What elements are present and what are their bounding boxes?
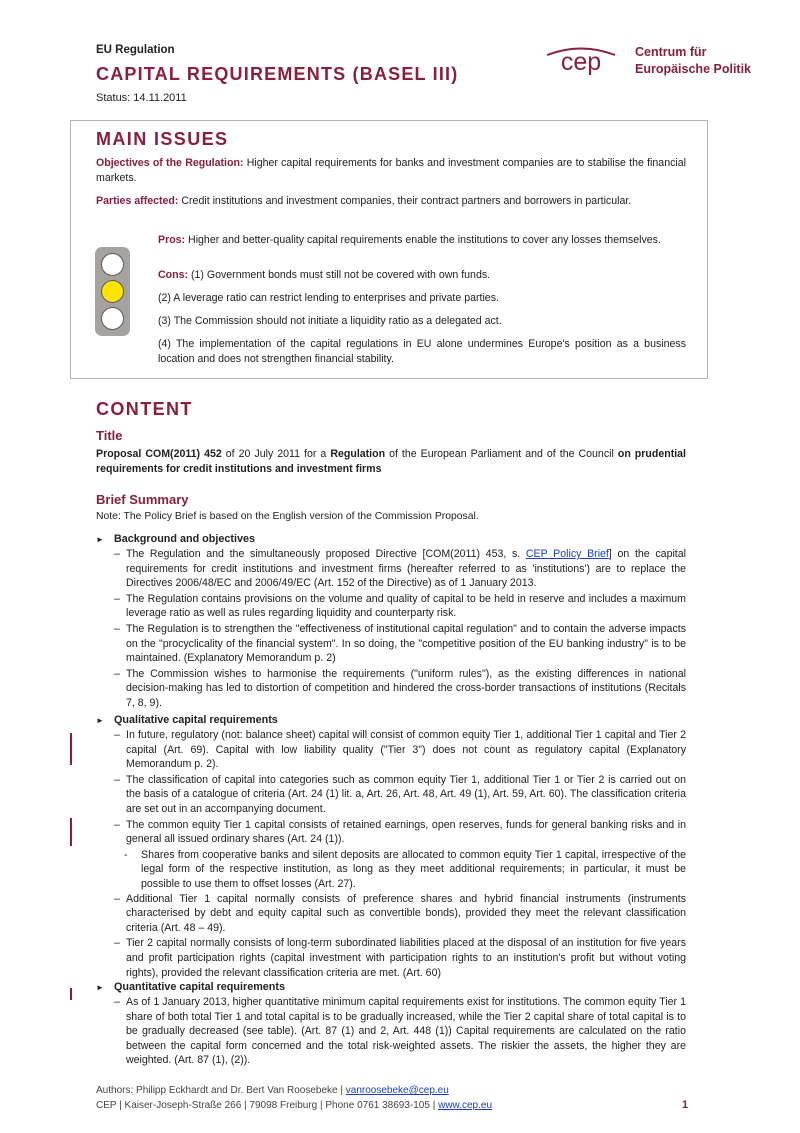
list-item: – The Regulation and the simultaneously proposed Directive [COM(2011) 453, s. CEP Policy Brief] on the capital requirements for credit institutions and investment firms (hereafter referred to as 'institutions') are to replace the Directives 2006/48/EC and 2006/49/EC (Art. 152 of the Directive) as of 1 January 2013. <box>114 547 686 590</box>
quantitative-item-1-text: As of 1 January 2013, higher quantitative minimum capital requirements exist for institutions. The common equity Tier 1 share of both total Tier 1 and total capital is to be gradually increased, while the Tier 2 capital share of total capital is to be gradually decreased (see table). (Art. 87 (1) and 2, Art. 448 (1)) Capital requirements are calculated on the ratio between the capital form concerned and the total risk-weighted assets. The riskier the assets, the higher they are weighted. (Art. 87 (1), (2)). <box>126 995 686 1067</box>
cons-paragraph-3: (3) The Commission should not initiate a liquidity ratio as a delegated act. <box>158 315 502 327</box>
proposal-text-1: of 20 July 2011 for a <box>221 448 331 460</box>
list-subitem: - Shares from cooperative banks and silent deposits are allocated to common equity Tier 1 capital, irrespective of the legal form of the respective institution, as long as they meet additional requirements; in particular, it must be possible to use them to offset losses (Art. 27). <box>124 848 686 890</box>
qualitative-item-1-text: In future, regulatory (not: balance sheet) capital will consist of common equity Tier 1, additional Tier 1 capital and Tier 2 capital (Art. 69). Capital with low liability quality ("Tier 3") does not count as regulatory capital (Explanatory Memorandum p. 2). <box>126 728 686 771</box>
page-number: 1 <box>682 1099 689 1111</box>
list-item: – Additional Tier 1 capital normally consists of preference shares and hybrid financial instruments (instruments characterised by debt and equity capital such as convertible bonds), provided they meet the relevant classification criteria (Art. 48 – 49). <box>114 892 686 934</box>
list-item: – The Regulation is to strengthen the "effectiveness of institutional capital regulation" and to contain the adverse impacts on the "procyclicality of the financial system". In so doing, the "competitive position of the EU banking industry" is to be maintained. (Explanatory Memorandum p. 2) <box>114 622 686 665</box>
main-issues-heading: MAIN ISSUES <box>96 129 229 149</box>
proposal-reference: Proposal COM(2011) 452 <box>96 448 222 460</box>
background-item-3-text: The Regulation is to strengthen the "effectiveness of institutional capital regulation" and to contain the adverse impacts on the "procyclicality of the financial system". In so doing, the "competitive position of the EU banking industry" is to be maintained. (Explanatory Memorandum p. 2) <box>126 622 686 665</box>
cons-paragraph-1 <box>158 268 686 283</box>
title-heading: Title <box>96 428 123 443</box>
organisation-name-line1: Centrum für <box>635 45 707 59</box>
objectives-label: Objectives of the Regulation: <box>96 157 244 169</box>
summary-note: Note: The Policy Brief is based on the English version of the Commission Proposal. <box>96 511 479 522</box>
document-status: Status: 14.11.2011 <box>96 92 187 104</box>
objectives-text: Higher capital requirements for banks and investment companies are to stabilise the financial markets. <box>96 157 686 184</box>
qualitative-item-5-text: Tier 2 capital normally consists of long-term subordinated liabilities placed at the disposal of an institution for five years and profit participation rights (capital investment with participation rights to an institution's profit but without voting rights), provided the relevant classification criteria are met. (Art. 60) <box>126 937 686 979</box>
parties-text: Credit institutions and investment companies, their contract partners and borrowers in particular. <box>178 195 632 207</box>
brief-summary-heading: Brief Summary <box>96 492 189 507</box>
bullet-triangle-icon: ► <box>96 983 104 992</box>
cep-policy-brief-link[interactable]: CEP Policy Brief <box>525 547 609 560</box>
proposal-text-2: of the European Parliament and of the Council <box>385 448 618 460</box>
proposal-type: Regulation <box>330 448 386 460</box>
pros-label: Pros: <box>158 234 186 246</box>
cons-paragraph-2: (2) A leverage ratio can restrict lending to enterprises and private parties. <box>158 292 499 304</box>
background-item-2-text: The Regulation contains provisions on the volume and quality of capital to be held in reserve and includes a maximum leverage ratio as well as rules regarding liquidity and counterparty risk. <box>126 592 686 620</box>
background-item-1-text-a: The Regulation and the simultaneously proposed Directive [COM(2011) 453, s. <box>126 547 526 560</box>
revision-marker <box>70 818 72 846</box>
footer-authors-text: Authors: Philipp Eckhardt and Dr. Bert Van Roosebeke | <box>96 1085 346 1096</box>
parties-label: Parties affected: <box>96 195 179 207</box>
author-email-link[interactable]: vanroosebeke@cep.eu <box>345 1085 449 1096</box>
list-item: – The Regulation contains provisions on the volume and quality of capital to be held in reserve and includes a maximum leverage ratio as well as rules regarding liquidity and counterparty risk. <box>114 592 686 620</box>
qualitative-item-3-text: The common equity Tier 1 capital consists of retained earnings, open reserves, funds for general banking risks and in general all issued ordinary shares (Art. 24 (1)). <box>126 818 686 846</box>
bullet-triangle-icon: ► <box>96 716 104 725</box>
background-item-4-text: The Commission wishes to harmonise the requirements ("uniform rules"), as the existing differences in national decision-making has led to distortion of competition and hindered the cross-border transactions of institutions (Recitals 7, 8, 9). <box>126 667 686 709</box>
quantitative-section <box>96 980 686 1069</box>
background-heading <box>96 532 686 547</box>
revision-marker <box>70 733 72 765</box>
proposal-subject: on prudential requirements for credit institutions and investment firms <box>96 448 686 475</box>
list-item: – In future, regulatory (not: balance sheet) capital will consist of common equity Tier 1, additional Tier 1 capital and Tier 2 capital (Art. 69). Capital with low liability quality ("Tier 3") does not count as regulatory capital (Explanatory Memorandum p. 2). <box>114 728 686 771</box>
organisation-name-line2: Europäische Politik <box>635 61 752 76</box>
background-item-1-text-b: ] on the capital requirements for credit institutions and investment firms (hereafter referred to as 'institutions') are to replace the Directives 2006/48/EC and 2006/49/EC (Art. 152 of the Directive) as of 1 January 2013. <box>126 547 686 590</box>
cons-label: Cons: <box>158 269 189 281</box>
quantitative-heading <box>96 980 686 995</box>
background-heading-text: Background and objectives <box>114 533 255 545</box>
background-section <box>96 532 686 712</box>
list-item: – Tier 2 capital normally consists of long-term subordinated liabilities placed at the disposal of an institution for five years and profit participation rights (capital investment with participation rights to an institution's profit but without voting rights), provided the relevant classification criteria are met. (Art. 60) <box>114 937 686 979</box>
document-kicker: EU Regulation <box>96 44 175 56</box>
logo-text: cep <box>560 48 602 76</box>
qualitative-section <box>96 713 686 981</box>
pros-paragraph <box>158 233 686 248</box>
website-link[interactable]: www.cep.eu <box>438 1100 493 1111</box>
list-item: – The classification of capital into categories such as common equity Tier 1, additional Tier 1 or Tier 2 is carried out on the basis of a catalogue of criteria (Art. 24 (1) lit. a, Art. 26, Art. 48, Art. 49 (1), Art. 59, Art. 60). The classification criteria are set out in an accompanying document. <box>114 773 686 815</box>
qualitative-item-4-text: Additional Tier 1 capital normally consists of preference shares and hybrid financial instruments (instruments characterised by debt and equity capital such as convertible bonds), provided they meet the relevant classification criteria (Art. 48 – 49). <box>126 892 686 934</box>
traffic-light-icon <box>95 247 130 336</box>
qualitative-heading-text: Qualitative capital requirements <box>114 714 278 726</box>
qualitative-item-2-text: The classification of capital into categories such as common equity Tier 1, additional Tier 1 or Tier 2 is carried out on the basis of a catalogue of criteria (Art. 24 (1) lit. a, Art. 26, Art. 48, Art. 49 (1), Art. 59, Art. 60). The classification criteria are set out in an accompanying document. <box>126 773 686 815</box>
list-item: – The Commission wishes to harmonise the requirements ("uniform rules"), as the existing differences in national decision-making has led to distortion of competition and hindered the cross-border transactions of institutions (Recitals 7, 8, 9). <box>114 667 686 709</box>
content-heading: CONTENT <box>96 399 193 419</box>
cep-logo-icon <box>541 38 621 82</box>
footer-address-text: CEP | Kaiser-Joseph-Straße 266 | 79098 Freiburg | Phone 0761 38693-105 | <box>96 1100 439 1111</box>
proposal-title <box>96 447 686 476</box>
traffic-light-middle-lamp <box>101 280 124 303</box>
cons-paragraph-4: (4) The implementation of the capital regulations in EU alone undermines Europe's position as a business location and does not strengthen financial stability. <box>158 338 686 365</box>
footer-authors <box>96 1083 492 1098</box>
qualitative-subitem-text: Shares from cooperative banks and silent deposits are allocated to common equity Tier 1 capital, irrespective of the legal form of the respective institution, as long as they meet additional requirements; in particular, it must be possible to use them to offset losses (Art. 27). <box>141 848 686 890</box>
footer <box>96 1083 492 1113</box>
objectives-paragraph <box>96 156 686 185</box>
list-item: – As of 1 January 2013, higher quantitative minimum capital requirements exist for institutions. The common equity Tier 1 share of both total Tier 1 and total capital is to be gradually increased, while the Tier 2 capital share of total capital is to be gradually decreased (see table). (Art. 87 (1) and 2, Art. 448 (1)) Capital requirements are calculated on the ratio between the capital form concerned and the total risk-weighted assets. The riskier the assets, the higher they are weighted. (Art. 87 (1), (2)). <box>114 995 686 1067</box>
list-item: – The common equity Tier 1 capital consists of retained earnings, open reserves, funds for general banking risks and in general all issued ordinary shares (Art. 24 (1)). <box>114 818 686 846</box>
parties-paragraph <box>96 194 686 209</box>
traffic-light-bottom-lamp <box>101 307 124 330</box>
qualitative-heading <box>96 713 686 728</box>
pros-text: Higher and better-quality capital requirements enable the institutions to cover any losses themselves. <box>185 234 661 246</box>
organisation-name <box>635 44 751 77</box>
revision-marker <box>70 988 72 1000</box>
footer-address <box>96 1098 492 1113</box>
traffic-light-top-lamp <box>101 253 124 276</box>
document-title: CAPITAL REQUIREMENTS (BASEL III) <box>96 64 459 84</box>
cons-text-1: (1) Government bonds must still not be covered with own funds. <box>188 269 491 281</box>
bullet-triangle-icon: ► <box>96 535 104 544</box>
quantitative-heading-text: Quantitative capital requirements <box>114 981 285 993</box>
